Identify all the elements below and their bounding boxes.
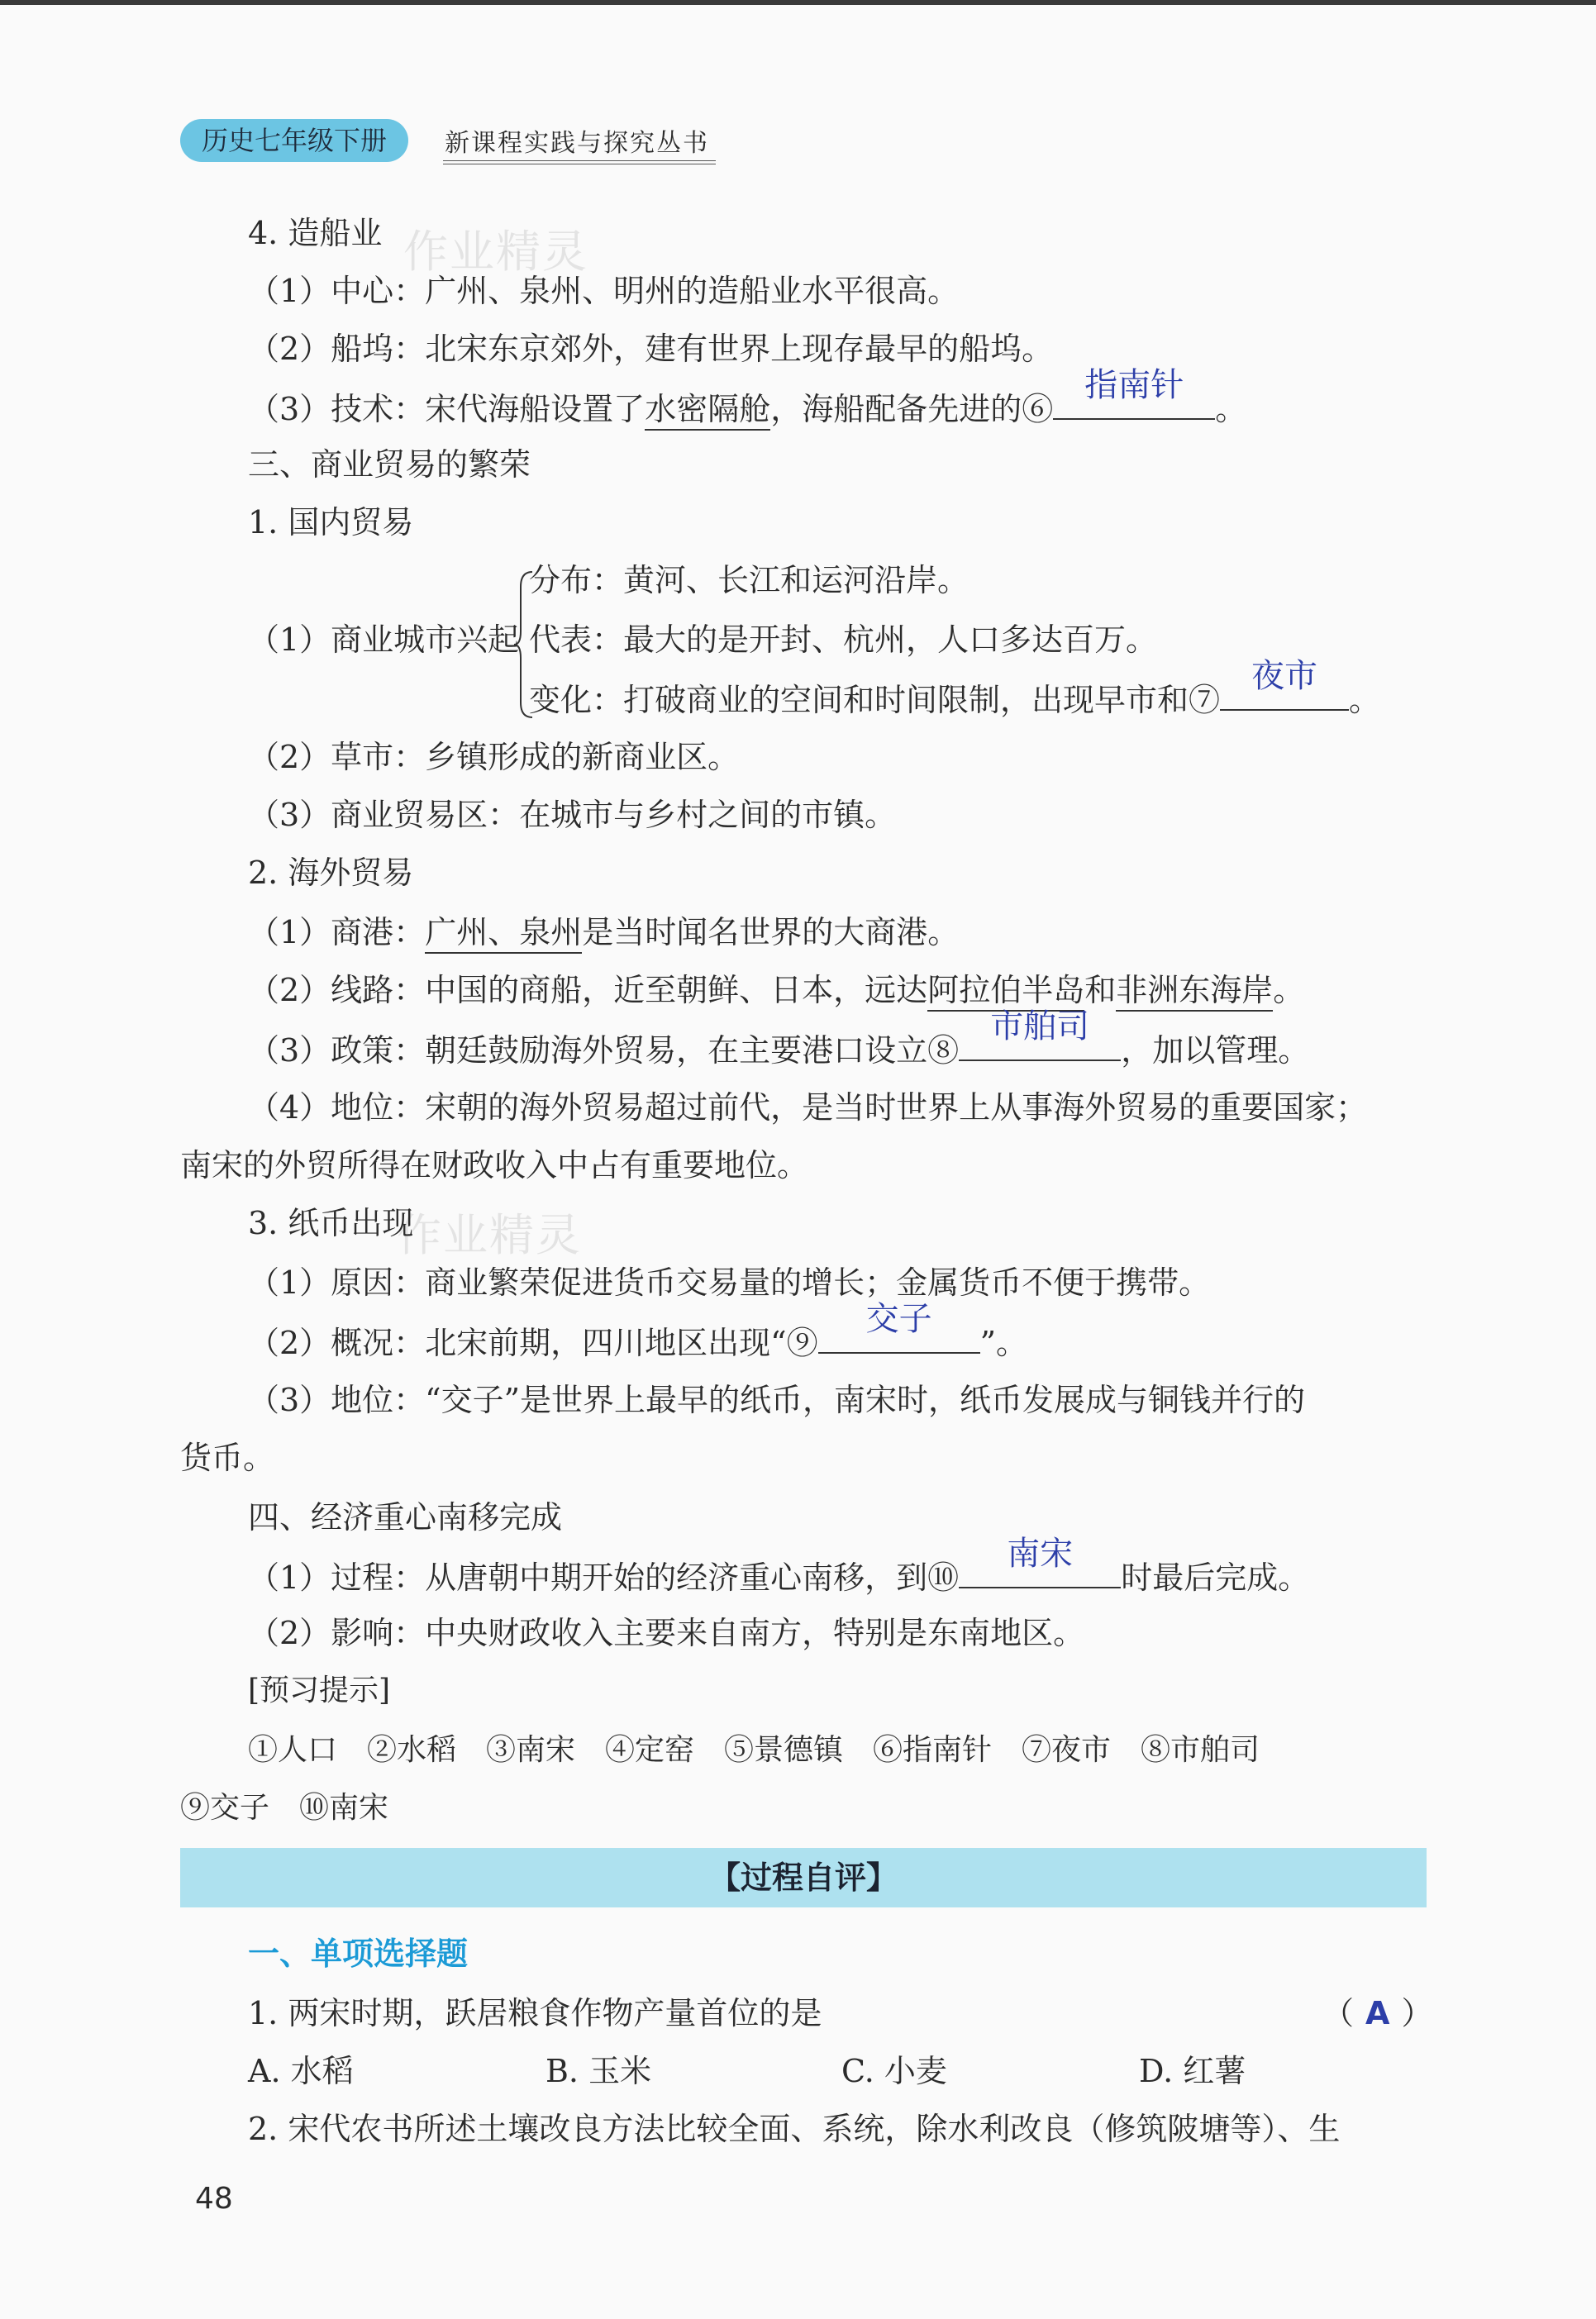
option-a: A. 水稻 [248, 2053, 354, 2089]
question-1: 1. 两宋时期，跃居粮食作物产量首位的是 [248, 1995, 822, 2031]
text-segment: 。 [1273, 972, 1305, 1008]
preview-hints-line1: ①人口 ②水稻 ③南宋 ④定窑 ⑤景德镇 ⑥指南针 ⑦夜市 ⑧市舶司 [248, 1733, 1260, 1767]
preview-hints-title: [预习提示] [248, 1674, 391, 1707]
text-segment: （3）政策：朝廷鼓励海外贸易，在主要港口设立⑧ [248, 1032, 960, 1069]
city-representative: 代表：最大的是开封、杭州，人口多达百万。 [529, 621, 1158, 658]
trade-ports-item [248, 912, 959, 952]
trade-zone-item: （3）商业贸易区：在城市与乡村之间的市镇。 [248, 797, 897, 833]
paren-open: （ [1322, 1995, 1355, 2031]
underlined-term: 广州、泉州 [425, 914, 582, 954]
paper-money-status-line2: 货币。 [180, 1440, 275, 1476]
handwritten-answer: 南宋 [1007, 1535, 1074, 1573]
text-segment: （2）概况：北宋前期，四川地区出现“⑨ [248, 1325, 818, 1361]
text-segment: （1）商港： [248, 914, 426, 950]
option-d: D. 红薯 [1139, 2053, 1246, 2089]
trade-policy-item [248, 1007, 1310, 1070]
domestic-trade-heading: 1. 国内贸易 [248, 504, 414, 540]
self-eval-title: 【过程自评】 [708, 1859, 898, 1896]
handwritten-answer: 市舶司 [990, 1007, 1090, 1045]
text-segment: 变化：打破商业的空间和时间限制，出现早市和⑦ [529, 682, 1221, 718]
answer-blank-6 [1053, 366, 1215, 420]
city-change [529, 657, 1381, 720]
answer-blank-7 [1220, 657, 1349, 711]
series-title: 新课程实践与探究丛书 [445, 129, 709, 158]
text-segment: ，海船配备先进的⑥ [770, 391, 1054, 427]
economic-shift-process [248, 1535, 1310, 1598]
text-segment: 时最后完成。 [1121, 1559, 1310, 1596]
text-segment: ，加以管理。 [1121, 1032, 1310, 1069]
option-b: B. 玉米 [545, 2053, 652, 2089]
shipbuilding-center: （1）中心：广州、泉州、明州的造船业水平很高。 [248, 273, 960, 309]
question-1-answer [1322, 1993, 1432, 2033]
caoshi-item: （2）草市：乡镇形成的新商业区。 [248, 739, 740, 775]
underlined-term: 水密隔舱 [645, 391, 770, 431]
text-segment: 。 [1215, 391, 1247, 427]
city-distribution: 分布：黄河、长江和运河沿岸。 [529, 562, 970, 598]
watermark: 作业精灵 [397, 1209, 582, 1261]
trade-routes-item [248, 970, 1304, 1010]
shipbuilding-heading: 4. 造船业 [248, 215, 383, 251]
watermark: 作业精灵 [403, 226, 588, 278]
book-title-badge: 历史七年级下册 [180, 119, 408, 162]
text-segment: （2）线路：中国的商船，近至朝鲜、日本，远达 [248, 972, 928, 1008]
commerce-heading: 三、商业贸易的繁荣 [248, 446, 531, 483]
paper-money-reason: （1）原因：商业繁荣促进货币交易量的增长；金属货币不便于携带。 [248, 1264, 1211, 1301]
preview-hints-line2: ⑨交子 ⑩南宋 [180, 1791, 389, 1825]
handwritten-answer: 夜市 [1251, 657, 1318, 695]
single-choice-heading: 一、单项选择题 [248, 1936, 469, 1972]
text-segment: 和 [1084, 972, 1117, 1008]
page-number: 48 [195, 2182, 233, 2216]
paren-close: ） [1401, 1995, 1433, 2031]
question-2: 2. 宋代农书所述土壤改良方法比较全面、系统，除水利改良（修筑陂塘等）、生 [248, 2111, 1341, 2147]
text-segment: （1）过程：从唐朝中期开始的经济重心南移，到⑩ [248, 1559, 960, 1596]
top-edge-bar [0, 0, 1596, 5]
answer-blank-9 [818, 1300, 980, 1354]
underlined-term: 阿拉伯半岛 [927, 972, 1084, 1012]
city-rise-label: （1）商业城市兴起 [248, 621, 520, 658]
shipbuilding-dock: （2）船坞：北宋东京郊外，建有世界上现存最早的船坞。 [248, 331, 1054, 367]
paper-money-overview [248, 1300, 1028, 1363]
handwritten-answer: A [1365, 1995, 1390, 2031]
text-segment: 。 [1349, 682, 1381, 718]
handwritten-answer: 指南针 [1084, 366, 1184, 404]
series-title-underline [443, 160, 716, 164]
trade-status-line2: 南宋的外贸所得在财政收入中占有重要地位。 [180, 1147, 809, 1183]
paper-money-status-line1: （3）地位：“交子”是世界上最早的纸币，南宋时，纸币发展成与铜钱并行的 [248, 1382, 1306, 1418]
underlined-term: 非洲东海岸 [1116, 972, 1273, 1012]
text-segment: ”。 [979, 1325, 1028, 1361]
text-segment: 是当时闻名世界的大商港。 [582, 914, 960, 950]
handwritten-answer: 交子 [865, 1300, 932, 1338]
trade-status-line1: （4）地位：宋朝的海外贸易超过前代，是当时世界上从事海外贸易的重要国家； [248, 1089, 1368, 1126]
answer-blank-10 [959, 1535, 1121, 1588]
paper-money-heading: 3. 纸币出现 [248, 1205, 414, 1241]
economic-shift-impact: （2）影响：中央财政收入主要来自南方，特别是东南地区。 [248, 1615, 1085, 1651]
option-c: C. 小麦 [841, 2053, 947, 2089]
overseas-trade-heading: 2. 海外贸易 [248, 855, 414, 891]
shipbuilding-tech [248, 366, 1247, 429]
economic-shift-heading: 四、经济重心南移完成 [248, 1499, 563, 1536]
answer-blank-8 [959, 1007, 1121, 1061]
text-segment: （3）技术：宋代海船设置了 [248, 391, 646, 427]
